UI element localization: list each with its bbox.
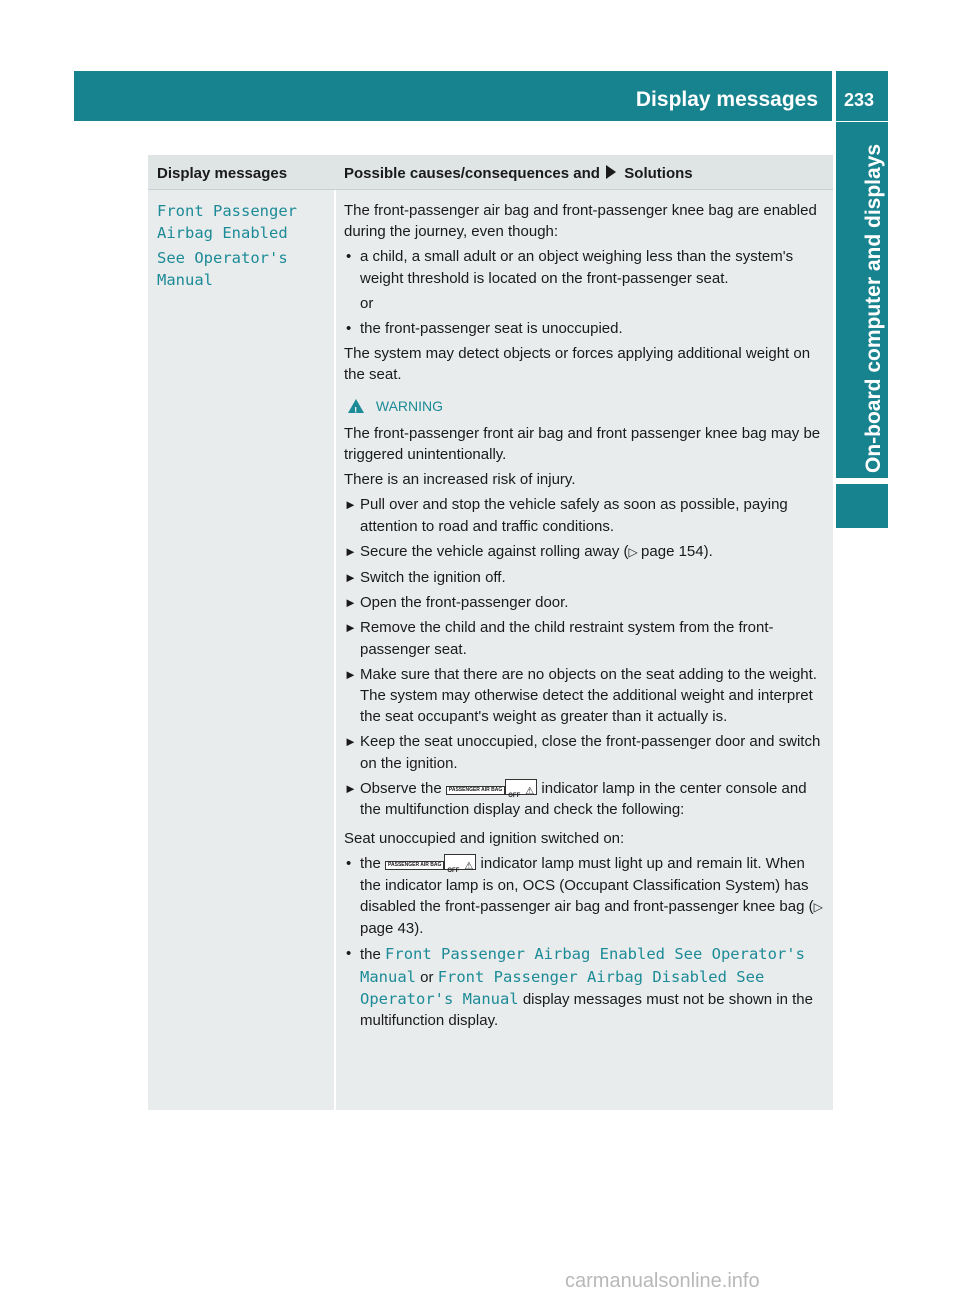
list-item xyxy=(344,853,827,939)
step-arrow-icon: ► xyxy=(344,595,357,611)
chapter-tab xyxy=(836,122,888,478)
list-item xyxy=(344,943,827,1031)
bullet-text-cont: indicator lamp must light up and remain lit. When the indicator lamp is on, OCS (Occupant Classification System) has disabled the front-passenger air bag and front-passenger knee bag ( xyxy=(360,855,814,915)
warning-heading xyxy=(344,396,827,417)
chapter-tab-marker xyxy=(836,484,888,528)
step-text: Secure the vehicle against rolling away ( xyxy=(360,542,629,560)
list-item xyxy=(344,246,827,288)
warning-text: The front-passenger front air bag and front passenger knee bag may be triggered unintentionally. xyxy=(344,424,821,464)
display-message-inline: Front Passenger Airbag Enabled See Operator's Manual xyxy=(360,945,805,986)
risk-text: There is an increased risk of injury. xyxy=(344,471,576,489)
step-text: Observe the xyxy=(360,779,442,797)
display-message-line: See Operator's xyxy=(157,249,288,267)
or-text-inline: or xyxy=(420,968,434,986)
col-header-solutions xyxy=(336,155,833,189)
step-arrow-icon: ► xyxy=(344,734,357,750)
bullet-text-end: ). xyxy=(414,920,424,938)
bullet-text: the xyxy=(360,946,381,964)
seat-text: Seat unoccupied and ignition switched on: xyxy=(344,830,625,848)
page-number-box xyxy=(836,71,888,121)
bullet-text-end: display messages must not be shown in the multifunction display. xyxy=(360,990,813,1029)
step-text: Pull over and stop the vehicle safely as soon as possible, paying attention to road and traffic conditions. xyxy=(360,496,788,535)
warning-triangle-icon xyxy=(348,399,364,413)
step-arrow-icon: ► xyxy=(344,497,357,513)
list-item xyxy=(344,318,827,339)
bullet-icon: • xyxy=(346,945,352,963)
page-number: 233 xyxy=(844,90,875,110)
chapter-tab-label: On-board computer and displays xyxy=(862,143,885,473)
or-text: or xyxy=(360,294,374,312)
step-text: Remove the child and the child restraint system from the front-passenger seat. xyxy=(360,619,774,658)
step-note: The system may otherwise detect the additional weight and interpret the seat occupant's weight as greater than it actually is. xyxy=(360,687,813,726)
lamp-off-label: OFF xyxy=(508,792,521,799)
bullet-text: the xyxy=(360,855,381,873)
bullet-icon: • xyxy=(346,248,352,266)
warning-label: WARNING xyxy=(375,397,444,414)
play-arrow-icon xyxy=(606,165,616,179)
display-message-line: Manual xyxy=(157,271,213,289)
col-header-display-messages: Display messages xyxy=(157,165,288,182)
col-header-solutions-label: Solutions xyxy=(624,165,693,182)
page-ref: page 43 xyxy=(360,920,415,938)
display-message-line: Front Passenger xyxy=(157,202,297,220)
bullet-icon: • xyxy=(346,320,352,338)
bullet-text: the front-passenger seat is unoccupied. xyxy=(360,320,623,338)
step-item xyxy=(344,541,827,563)
step-arrow-icon: ► xyxy=(344,780,357,796)
detect-text: The system may detect objects or forces applying additional weight on the seat. xyxy=(344,345,811,384)
step-text: Make sure that there are no objects on the seat adding to the weight. xyxy=(360,665,817,683)
step-item xyxy=(344,592,827,613)
step-text: Open the front-passenger door. xyxy=(360,594,569,612)
step-item xyxy=(344,617,827,659)
airbag-off-lamp-icon: OFF ⚠ xyxy=(444,854,476,870)
step-item xyxy=(344,567,827,588)
step-arrow-icon: ► xyxy=(344,620,357,636)
step-item xyxy=(344,731,827,773)
passenger-airbag-lamp-icon: PASSENGER AIR BAG xyxy=(385,861,444,870)
bullet-text: a child, a small adult or an object weighing less than the system's weight threshold is located on the front-passenger seat. xyxy=(360,248,794,287)
step-arrow-icon: ► xyxy=(344,570,357,586)
step-item xyxy=(344,494,827,536)
display-message-cell xyxy=(148,190,336,1110)
table-row xyxy=(148,190,833,1110)
display-message-inline: Front Passenger Airbag Disabled See Operator's Manual xyxy=(360,967,765,1008)
col-header-causes-label: Possible causes/consequences and xyxy=(344,165,600,182)
step-arrow-icon: ► xyxy=(344,666,357,682)
step-text: Keep the seat unoccupied, close the front-passenger door and switch on the ignition. xyxy=(360,733,821,772)
display-message-line: Airbag Enabled xyxy=(157,224,288,242)
step-text-end: ). xyxy=(703,542,713,560)
step-item xyxy=(344,664,827,728)
watermark: carmanualsonline.info xyxy=(565,1270,760,1292)
display-messages-table xyxy=(148,155,833,1110)
bullet-icon: • xyxy=(346,855,352,873)
intro-text: The front-passenger air bag and front-passenger knee bag are enabled during the journey, even though: xyxy=(344,202,817,241)
step-arrow-icon: ► xyxy=(344,543,357,559)
page-ref-icon: ▷ xyxy=(628,544,642,559)
passenger-airbag-lamp-icon: PASSENGER AIR BAG xyxy=(446,786,505,795)
solutions-cell xyxy=(336,190,833,1110)
header-bar xyxy=(74,71,832,121)
page-ref: page 154 xyxy=(641,542,704,560)
step-item xyxy=(344,778,827,820)
table-header-row xyxy=(148,155,833,190)
step-text: Switch the ignition off. xyxy=(360,569,506,587)
lamp-off-label: OFF xyxy=(447,868,460,875)
page-ref-icon: ▷ xyxy=(813,899,823,914)
airbag-off-lamp-icon: OFF ⚠ xyxy=(505,779,537,795)
step-text-end: indicator lamp in the center console and the multifunction display and check the following: xyxy=(360,779,807,819)
page-header-title: Display messages xyxy=(635,88,818,111)
